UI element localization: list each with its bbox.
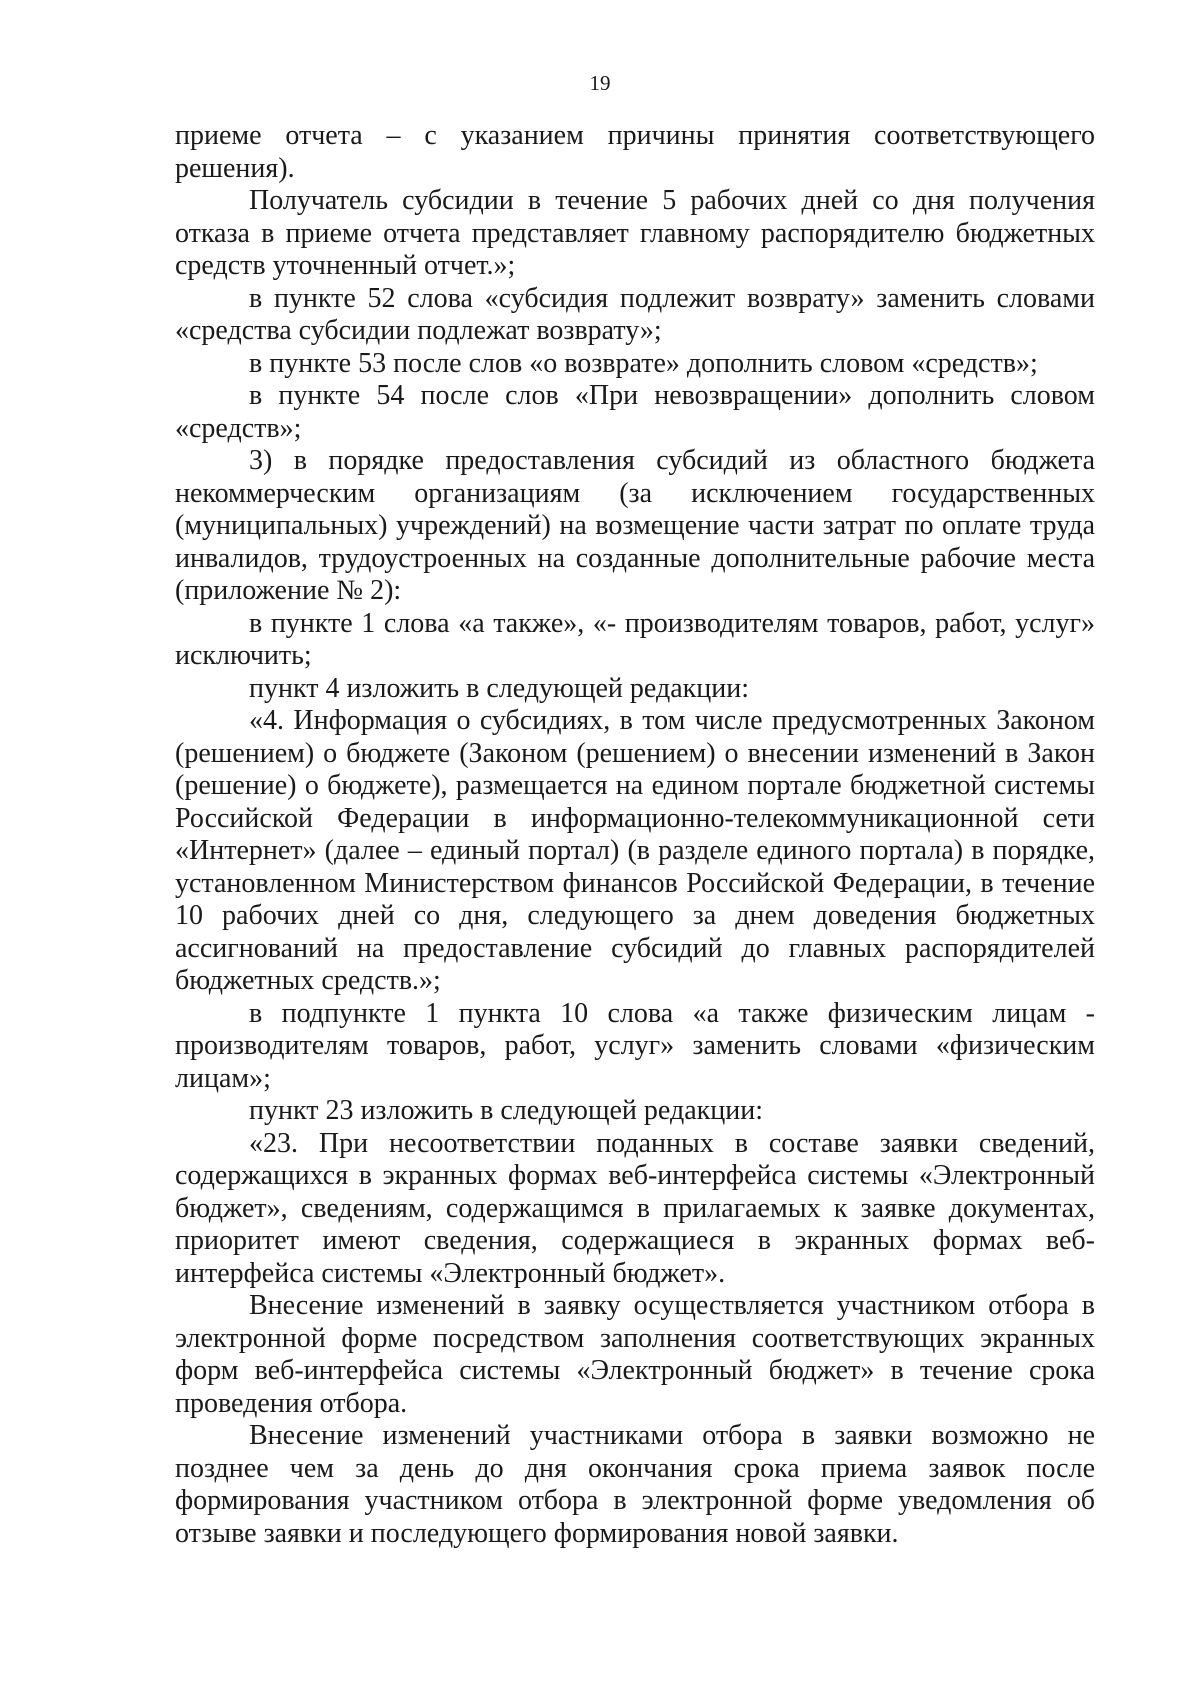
document-body xyxy=(175,120,1095,1550)
paragraph: в пункте 54 после слов «При невозвращении» дополнить словом «средств»; xyxy=(175,380,1095,444)
paragraph: пункт 4 изложить в следующей редакции: xyxy=(249,672,749,704)
paragraph: «23. При несоответствии поданных в составе заявки сведений, содержащихся в экранных формах веб-интерфейса системы «Электронный бюджет», сведениям, содержащимся в прилагаемых к заявке документах, приоритет имеют сведения, содержащиеся в экранных формах веб-интерфейса системы «Электронный бюджет». xyxy=(175,1127,1095,1289)
paragraph: в пункте 53 после слов «о возврате» дополнить словом «средств»; xyxy=(249,347,1038,379)
paragraph: пункт 23 изложить в следующей редакции: xyxy=(249,1095,763,1126)
paragraph: Внесение изменений участниками отбора в заявки возможно не позднее чем за день до дня окончания срока приема заявок после формирования участником отбора в электронной форме уведомления об отзыве заявки и последующего формирования новой заявки. xyxy=(175,1420,1095,1549)
paragraph: Получатель субсидии в течение 5 рабочих дней со дня получения отказа в приеме отчета представляет главному распорядителю бюджетных средств уточненный отчет.»; xyxy=(175,185,1095,281)
paragraph: в подпункте 1 пункта 10 слова «а также физическим лицам - производителям товаров, работ, услуг» заменить словами «физическим лицам»; xyxy=(175,997,1095,1094)
paragraph: в пункте 1 слова «а также», «- производителям товаров, работ, услуг» исключить; xyxy=(175,607,1095,671)
page-number: 19 xyxy=(589,71,611,95)
paragraph: Внесение изменений в заявку осуществляется участником отбора в электронной форме посредством заполнения соответствующих экранных форм веб-интерфейса системы «Электронный бюджет» в течение срока проведения отбора. xyxy=(175,1290,1095,1419)
paragraph: «4. Информация о субсидиях, в том числе предусмотренных Законом (решением) о бюджете (Законом (решением) о внесении изменений в Закон (решение) о бюджете), размещается на едином портале бюджетной системы Российской Федерации в информационно-телекоммуникационной сети «Интернет» (далее – единый портал) (в разделе единого портала) в порядке, установленном Министерством финансов Российской Федерации, в течение 10 рабочих дней со дня, следующего за днем доведения бюджетных ассигнований на предоставление субсидий до главных распорядителей бюджетных средств.»; xyxy=(175,705,1095,996)
paragraph: 3) в порядке предоставления субсидий из областного бюджета некоммерческим организациям (за исключением государственных (муниципальных) учреждений) на возмещение части затрат по оплате труда инвалидов, трудоустроенных на созданные дополнительные рабочие места (приложение № 2): xyxy=(175,445,1095,606)
paragraph: в пункте 52 слова «субсидия подлежит возврату» заменить словами «средства субсидии подлежат возврату»; xyxy=(175,282,1095,346)
paragraph: приеме отчета – с указанием причины принятия соответствующего решения). xyxy=(175,120,1095,184)
